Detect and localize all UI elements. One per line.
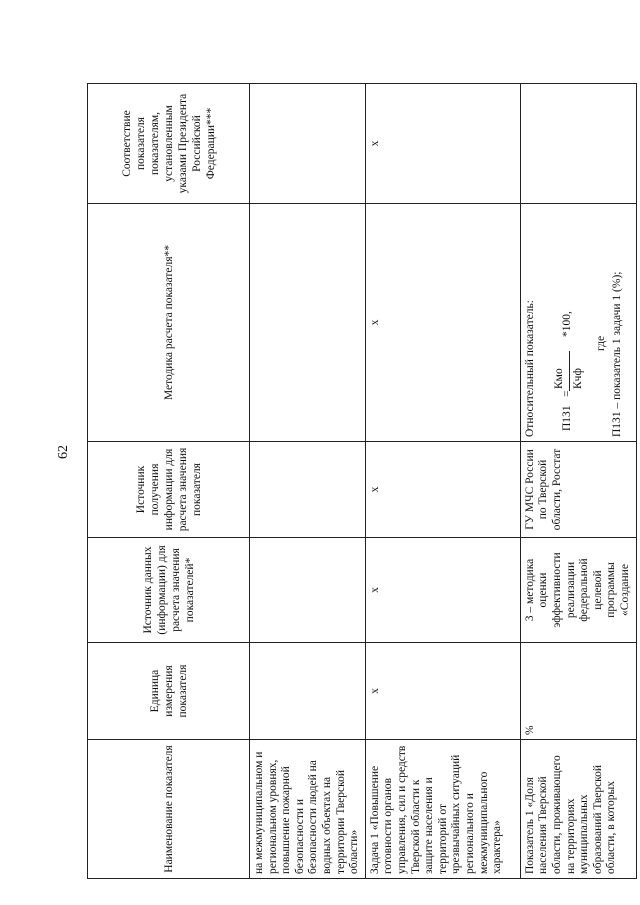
indicator-table-rotated	[87, 84, 631, 879]
cell-unit	[250, 643, 366, 740]
header-unit: Единица измерения показателя	[88, 643, 250, 740]
cell-name: на межмуниципальном и региональном уровнях, повышение пожарной безопасности и безопасности людей на водных объектах на территории Тверской области»	[250, 740, 366, 879]
cell-compliance	[520, 84, 636, 204]
cell-name: Показатель 1 «Доля населения Тверской области, проживающего на территориях муниципальных образований Тверской области, в которых	[520, 740, 636, 879]
method-definition: П1З1 – показатель 1 задачи 1 (%);	[611, 271, 624, 437]
formula-eq: =	[561, 390, 574, 397]
formula-numerator: Кмо	[553, 368, 566, 389]
cell-data-source: 3 – методика оценки эффективности реализации федеральной целевой программы «Создание	[520, 538, 636, 643]
formula-denominator: Кчф	[572, 368, 585, 389]
formula-multiplier: *100,	[561, 311, 574, 337]
cell-compliance: х	[365, 84, 520, 204]
cell-name: Задача 1 «Повышение готовности органов управления, сил и средств Тверской области к защите населения и территорий от чрезвычайных ситуаций регионального и межмуниципального характера»	[365, 740, 520, 879]
table-row	[365, 84, 520, 879]
table-row	[520, 84, 636, 879]
formula-where: где	[595, 335, 608, 351]
formula	[543, 208, 611, 437]
cell-info-source: ГУ МЧС России по Тверской области, Росстат	[520, 442, 636, 538]
page-number: 62	[56, 445, 71, 459]
header-info-source: Источник получения информации для расчета значения показателя	[88, 442, 250, 538]
header-methodology: Методика расчета показателя**	[88, 204, 250, 442]
cell-method	[520, 204, 636, 442]
table-row	[250, 84, 366, 879]
cell-method: х	[365, 204, 520, 442]
header-indicator-name: Наименование показателя	[88, 740, 250, 879]
method-intro: Относительный показатель:	[523, 300, 536, 437]
cell-unit: х	[365, 643, 520, 740]
cell-data-source: х	[365, 538, 520, 643]
cell-unit: %	[520, 643, 636, 740]
formula-lhs: П1З1	[561, 405, 574, 431]
cell-compliance	[250, 84, 366, 204]
header-compliance: Соответствие показателя показателям, установленным указами Президента Российской Федерации***	[88, 84, 250, 204]
cell-method	[250, 204, 366, 442]
cell-info-source	[250, 442, 366, 538]
cell-info-source: х	[365, 442, 520, 538]
fraction-line	[569, 351, 570, 391]
indicator-table	[87, 83, 637, 879]
table-header-row	[88, 84, 250, 879]
header-data-source: Источник данных (информации) для расчета значения показателей*	[88, 538, 250, 643]
cell-data-source	[250, 538, 366, 643]
